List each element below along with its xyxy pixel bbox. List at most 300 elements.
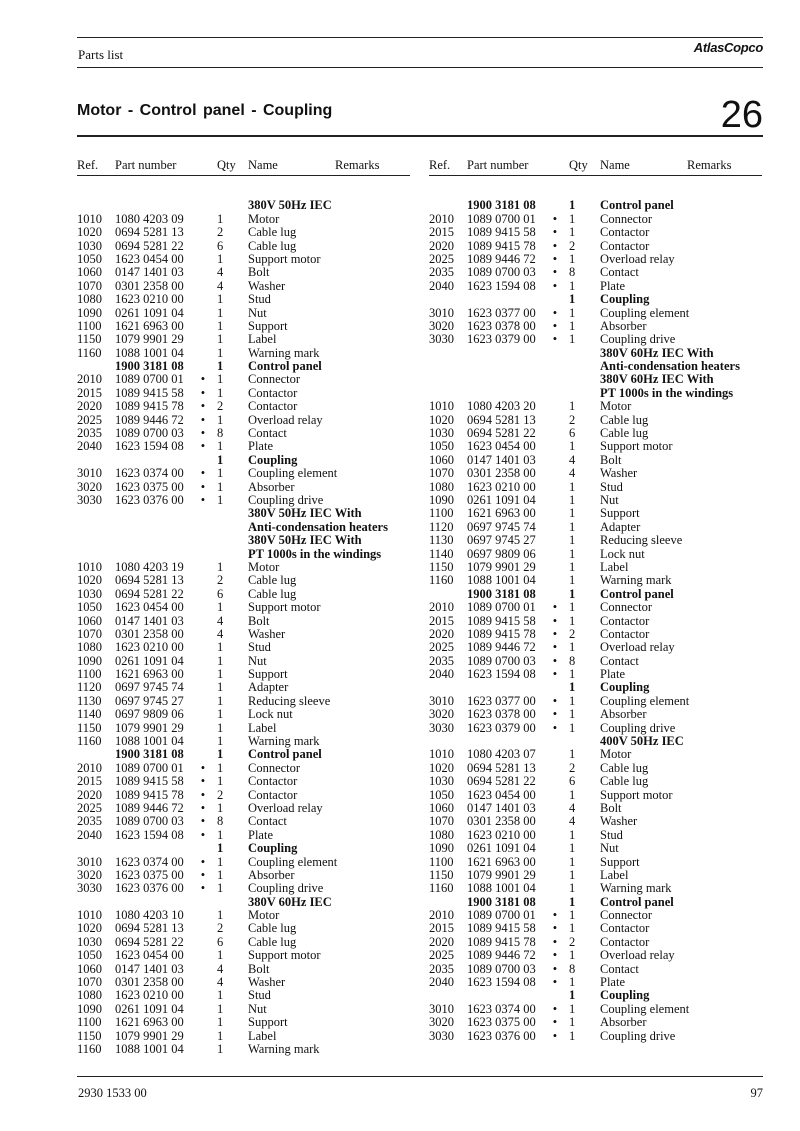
cell-qty: 2: [569, 760, 576, 775]
cell-part-number: 0694 5281 13: [115, 225, 184, 240]
cell-ref: 2010: [429, 211, 454, 226]
table-row: [77, 829, 412, 842]
cell-name: Contactor: [600, 613, 650, 628]
cell-qty: 1: [217, 827, 224, 842]
cell-qty: 1: [569, 278, 576, 293]
table-row: [429, 440, 764, 453]
document-number: 2930 1533 00: [78, 1086, 147, 1100]
cell-qty: 1: [217, 760, 224, 775]
page-number: 97: [750, 1086, 763, 1100]
cell-part-number: 0694 5281 13: [115, 573, 184, 588]
table-group-header-row: [429, 347, 764, 360]
cell-part-number: 1623 0374 00: [115, 854, 184, 869]
table-row: [429, 976, 764, 989]
cell-ref: 1070: [429, 466, 454, 481]
cell-part-number: 1089 9446 72: [467, 948, 536, 963]
cell-name: Control panel: [600, 586, 674, 601]
cell-qty: 1: [569, 519, 576, 534]
cell-qty: 6: [217, 934, 224, 949]
cell-part-number: 0697 9745 27: [115, 693, 184, 708]
cell-part-number: 1623 0376 00: [115, 492, 184, 507]
cell-name: Contact: [248, 426, 287, 441]
table-row: [429, 789, 764, 802]
cell-qty: 1: [569, 841, 576, 856]
cell-marker: •: [200, 479, 206, 494]
cell-part-number: 1621 6963 00: [115, 667, 184, 682]
cell-ref: 3020: [429, 318, 454, 333]
parts-table-left: [77, 157, 412, 1056]
cell-part-number: 1900 3181 08: [115, 359, 184, 374]
cell-name: Bolt: [248, 613, 270, 628]
cell-qty: 1: [569, 546, 576, 561]
cell-qty: 1: [217, 332, 224, 347]
cell-marker: •: [552, 600, 558, 615]
cell-name: Stud: [248, 640, 271, 655]
cell-name: Contactor: [248, 385, 298, 400]
cell-marker: •: [200, 881, 206, 896]
cell-ref: 1100: [429, 854, 454, 869]
cell-qty: 1: [569, 1028, 576, 1043]
cell-name: Nut: [248, 305, 267, 320]
table-row: [77, 253, 412, 266]
cell-part-number: 1623 0210 00: [115, 988, 184, 1003]
table-row: [77, 307, 412, 320]
cell-marker: •: [552, 332, 558, 347]
cell-ref: 2015: [429, 921, 454, 936]
parts-table-right: [429, 157, 764, 1043]
table-row: [429, 869, 764, 882]
table-row: [77, 762, 412, 775]
col-header-remarks: Remarks: [335, 158, 380, 172]
cell-ref: 1010: [77, 211, 102, 226]
cell-name: Control panel: [248, 747, 322, 762]
cell-name: Bolt: [248, 265, 270, 280]
table-row: [429, 949, 764, 962]
cell-part-number: 1080 4203 19: [115, 559, 184, 574]
cell-part-number: 1900 3181 08: [115, 747, 184, 762]
cell-part-number: 1080 4203 07: [467, 747, 536, 762]
table-row: [429, 494, 764, 507]
cell-name: Contactor: [600, 921, 650, 936]
cell-part-number: 1623 0375 00: [115, 867, 184, 882]
table-spacer: [429, 186, 764, 199]
cell-ref: 3030: [429, 1028, 454, 1043]
cell-part-number: 0697 9745 74: [467, 519, 536, 534]
cell-qty: 1: [569, 305, 576, 320]
title-rule: [77, 135, 763, 137]
cell-part-number: 1089 9446 72: [115, 800, 184, 815]
table-group-header-row: [429, 387, 764, 400]
cell-ref: 3010: [429, 305, 454, 320]
cell-part-number: 1623 0210 00: [115, 640, 184, 655]
cell-name: Plate: [600, 278, 625, 293]
table-row: [429, 615, 764, 628]
table-row: [429, 240, 764, 253]
cell-ref: 1030: [77, 238, 102, 253]
cell-part-number: 1079 9901 29: [115, 720, 184, 735]
table-row: [77, 615, 412, 628]
table-row: [77, 427, 412, 440]
cell-name: Coupling: [248, 452, 298, 467]
cell-qty: 1: [569, 640, 576, 655]
cell-qty: 1: [217, 439, 224, 454]
page-title: Motor - Control panel - Coupling: [77, 102, 333, 119]
cell-name: Coupling drive: [600, 332, 676, 347]
cell-part-number: 1623 0375 00: [467, 1015, 536, 1030]
cell-qty: 1: [569, 225, 576, 240]
cell-name: Overload relay: [248, 412, 323, 427]
cell-marker: •: [200, 760, 206, 775]
cell-part-number: 1623 1594 08: [115, 827, 184, 842]
cell-part-number: 1089 9415 78: [467, 238, 536, 253]
cell-part-number: 0261 1091 04: [115, 1001, 184, 1016]
cell-part-number: 0697 9745 74: [115, 680, 184, 695]
cell-name: Control panel: [600, 198, 674, 213]
cell-name: Bolt: [600, 452, 622, 467]
cell-part-number: 1089 0700 03: [467, 653, 536, 668]
cell-marker: •: [200, 439, 206, 454]
cell-qty: 1: [217, 640, 224, 655]
cell-part-number: 1623 0379 00: [467, 720, 536, 735]
cell-qty: 1: [569, 908, 576, 923]
cell-part-number: 1623 1594 08: [467, 278, 536, 293]
table-row: [77, 601, 412, 614]
cell-qty: 1: [569, 506, 576, 521]
cell-part-number: 1079 9901 29: [115, 1028, 184, 1043]
table-row: [77, 641, 412, 654]
table-row: [77, 481, 412, 494]
table-row: [429, 628, 764, 641]
table-row: [77, 226, 412, 239]
table-group-header-row: [429, 373, 764, 386]
cell-marker: •: [200, 787, 206, 802]
cell-qty: 4: [569, 814, 576, 829]
table-group-header-row: [429, 735, 764, 748]
table-row: [429, 561, 764, 574]
cell-ref: 1010: [77, 908, 102, 923]
cell-ref: 3020: [77, 867, 102, 882]
cell-part-number: 1089 9415 58: [115, 774, 184, 789]
cell-qty: 4: [217, 613, 224, 628]
table-row: [77, 869, 412, 882]
cell-name: Washer: [248, 975, 286, 990]
cell-part-number: 1080 4203 09: [115, 211, 184, 226]
cell-part-number: 1623 0454 00: [467, 439, 536, 454]
cell-name: Contactor: [600, 626, 650, 641]
cell-qty: 1: [217, 854, 224, 869]
col-header-ref: Ref.: [429, 158, 451, 172]
cell-part-number: 1623 0378 00: [467, 707, 536, 722]
cell-part-number: 1623 0376 00: [115, 881, 184, 896]
table-row: [77, 695, 412, 708]
table-row: [77, 414, 412, 427]
cell-name: 380V 60Hz IEC: [248, 894, 332, 909]
table-row: [429, 815, 764, 828]
cell-part-number: 1623 0376 00: [467, 1028, 536, 1043]
cell-qty: 1: [569, 399, 576, 414]
cell-qty: 1: [569, 787, 576, 802]
cell-qty: 1: [217, 345, 224, 360]
cell-part-number: 0694 5281 22: [467, 774, 536, 789]
cell-marker: •: [552, 265, 558, 280]
cell-ref: 1030: [429, 426, 454, 441]
cell-part-number: 1623 0375 00: [115, 479, 184, 494]
cell-name: Cable lug: [248, 921, 297, 936]
table-row: [77, 909, 412, 922]
cell-part-number: 1623 0454 00: [115, 251, 184, 266]
cell-name: Coupling element: [600, 305, 690, 320]
cell-marker: •: [552, 1015, 558, 1030]
table-group-header-row: [77, 454, 412, 467]
cell-marker: •: [200, 466, 206, 481]
cell-qty: 1: [217, 867, 224, 882]
cell-marker: •: [552, 961, 558, 976]
table-row: [429, 775, 764, 788]
table-row: [429, 748, 764, 761]
cell-name: Cable lug: [600, 774, 649, 789]
col-header-remarks: Remarks: [687, 158, 732, 172]
cell-ref: 1060: [77, 265, 102, 280]
cell-qty: 1: [217, 412, 224, 427]
cell-name: Overload relay: [600, 948, 675, 963]
cell-name: Contactor: [600, 238, 650, 253]
cell-qty: 1: [569, 667, 576, 682]
cell-qty: 1: [569, 720, 576, 735]
cell-qty: 1: [217, 908, 224, 923]
cell-part-number: 1079 9901 29: [467, 559, 536, 574]
table-row: [77, 373, 412, 386]
cell-part-number: 1089 9415 58: [467, 613, 536, 628]
cell-qty: 2: [217, 573, 224, 588]
cell-part-number: 0301 2358 00: [467, 466, 536, 481]
cell-marker: •: [200, 385, 206, 400]
cell-marker: •: [552, 1028, 558, 1043]
cell-qty: 1: [569, 854, 576, 869]
cell-qty: 1: [569, 479, 576, 494]
cell-qty: 1: [217, 653, 224, 668]
cell-part-number: 0694 5281 22: [115, 934, 184, 949]
cell-part-number: 1623 0454 00: [115, 948, 184, 963]
cell-ref: 1020: [429, 412, 454, 427]
cell-part-number: 0301 2358 00: [115, 975, 184, 990]
cell-name: Contact: [248, 814, 287, 829]
table-row: [429, 1003, 764, 1016]
cell-qty: 1: [217, 841, 224, 856]
table-row: [77, 494, 412, 507]
cell-ref: 1100: [77, 1015, 102, 1030]
cell-name: Stud: [248, 988, 271, 1003]
cell-ref: 1120: [429, 519, 454, 534]
cell-name: Support: [248, 667, 288, 682]
cell-name: Nut: [600, 841, 619, 856]
table-row: [429, 842, 764, 855]
cell-part-number: 1623 0374 00: [467, 1001, 536, 1016]
cell-ref: 3010: [77, 854, 102, 869]
cell-qty: 1: [569, 707, 576, 722]
table-spacer: [77, 186, 412, 199]
cell-qty: 4: [217, 265, 224, 280]
cell-ref: 2035: [429, 961, 454, 976]
table-row: [429, 722, 764, 735]
cell-marker: •: [200, 800, 206, 815]
cell-ref: 2040: [429, 975, 454, 990]
cell-name: Bolt: [600, 800, 622, 815]
cell-part-number: 1089 0700 03: [467, 961, 536, 976]
parts-table-body: [77, 186, 412, 1056]
cell-ref: 1150: [77, 720, 102, 735]
cell-name: Nut: [248, 1001, 267, 1016]
cell-name: Coupling: [600, 988, 650, 1003]
cell-qty: 6: [217, 238, 224, 253]
cell-qty: 1: [569, 1001, 576, 1016]
cell-marker: •: [552, 318, 558, 333]
cell-name: Coupling drive: [248, 492, 324, 507]
cell-name: Absorber: [600, 707, 647, 722]
cell-part-number: 0261 1091 04: [115, 653, 184, 668]
cell-part-number: 1089 9415 58: [467, 921, 536, 936]
cell-ref: 2010: [429, 908, 454, 923]
cell-ref: 2025: [429, 948, 454, 963]
cell-name: Coupling element: [248, 466, 338, 481]
table-row: [77, 588, 412, 601]
cell-part-number: 1900 3181 08: [467, 586, 536, 601]
cell-name: Connector: [248, 372, 301, 387]
cell-name: PT 1000s in the windings: [600, 385, 734, 400]
cell-ref: 3020: [429, 707, 454, 722]
cell-ref: 1080: [77, 988, 102, 1003]
cell-name: PT 1000s in the windings: [248, 546, 382, 561]
table-group-header-row: [77, 548, 412, 561]
cell-qty: 1: [217, 466, 224, 481]
cell-marker: •: [552, 238, 558, 253]
cell-part-number: 1079 9901 29: [115, 332, 184, 347]
cell-name: Coupling: [600, 292, 650, 307]
cell-part-number: 0261 1091 04: [467, 492, 536, 507]
cell-marker: •: [552, 225, 558, 240]
cell-name: Overload relay: [600, 251, 675, 266]
cell-name: Label: [600, 559, 629, 574]
cell-name: Plate: [600, 975, 625, 990]
cell-ref: 2020: [429, 238, 454, 253]
cell-ref: 2025: [77, 412, 102, 427]
table-row: [77, 293, 412, 306]
cell-name: Contactor: [248, 774, 298, 789]
cell-ref: 1030: [77, 934, 102, 949]
table-row: [77, 922, 412, 935]
table-group-header-row: [77, 748, 412, 761]
cell-name: Anti-condensation heaters: [248, 519, 388, 534]
cell-part-number: 0147 1401 03: [467, 452, 536, 467]
cell-ref: 1010: [77, 559, 102, 574]
cell-ref: 1030: [77, 586, 102, 601]
cell-ref: 1130: [77, 693, 102, 708]
table-row: [77, 1030, 412, 1043]
col-header-part-number: Part number: [467, 158, 529, 172]
cell-part-number: 1080 4203 10: [115, 908, 184, 923]
cell-qty: 1: [569, 318, 576, 333]
cell-ref: 2035: [429, 265, 454, 280]
cell-qty: 2: [217, 399, 224, 414]
cell-part-number: 0147 1401 03: [115, 265, 184, 280]
cell-ref: 1070: [77, 626, 102, 641]
cell-ref: 2025: [429, 640, 454, 655]
cell-ref: 1100: [429, 506, 454, 521]
cell-part-number: 1089 9415 58: [467, 225, 536, 240]
cell-qty: 4: [217, 626, 224, 641]
cell-qty: 1: [217, 292, 224, 307]
cell-ref: 3010: [429, 693, 454, 708]
table-group-header-row: [429, 360, 764, 373]
cell-ref: 1100: [77, 667, 102, 682]
cell-ref: 1050: [429, 787, 454, 802]
cell-name: Stud: [248, 292, 271, 307]
cell-name: Contactor: [248, 399, 298, 414]
cell-name: Contact: [600, 265, 639, 280]
cell-name: Reducing sleeve: [248, 693, 331, 708]
cell-part-number: 1089 9415 78: [115, 399, 184, 414]
cell-name: Contactor: [600, 934, 650, 949]
table-row: [429, 695, 764, 708]
table-row: [429, 481, 764, 494]
cell-name: Stud: [600, 479, 623, 494]
table-row: [429, 253, 764, 266]
cell-name: 380V 60Hz IEC With: [600, 345, 714, 360]
cell-qty: 1: [569, 292, 576, 307]
brand-logo: AtlasCopco: [693, 40, 763, 55]
cell-name: Warning mark: [248, 345, 320, 360]
cell-marker: •: [552, 626, 558, 641]
cell-marker: •: [552, 707, 558, 722]
cell-marker: •: [200, 399, 206, 414]
cell-ref: 1090: [77, 305, 102, 320]
cell-qty: 1: [217, 774, 224, 789]
table-row: [429, 507, 764, 520]
table-header: [77, 157, 412, 173]
table-row: [429, 414, 764, 427]
cell-ref: 3030: [429, 332, 454, 347]
cell-qty: 1: [217, 1028, 224, 1043]
table-row: [77, 628, 412, 641]
cell-qty: 4: [217, 961, 224, 976]
cell-ref: 2015: [77, 385, 102, 400]
cell-part-number: 1900 3181 08: [467, 894, 536, 909]
table-row: [429, 521, 764, 534]
cell-name: Warning mark: [600, 573, 672, 588]
table-group-header-row: [77, 896, 412, 909]
cell-qty: 1: [217, 1042, 224, 1056]
cell-ref: 1020: [77, 573, 102, 588]
cell-marker: •: [552, 278, 558, 293]
cell-ref: 1090: [429, 841, 454, 856]
cell-part-number: 1621 6963 00: [467, 506, 536, 521]
cell-marker: •: [552, 693, 558, 708]
table-row: [429, 307, 764, 320]
cell-marker: •: [200, 372, 206, 387]
cell-ref: 1160: [77, 734, 102, 749]
cell-ref: 1150: [429, 867, 454, 882]
table-row: [77, 668, 412, 681]
table-row: [429, 882, 764, 895]
cell-part-number: 1621 6963 00: [467, 854, 536, 869]
cell-ref: 1050: [77, 600, 102, 615]
cell-part-number: 1623 0454 00: [115, 600, 184, 615]
cell-ref: 2025: [429, 251, 454, 266]
cell-ref: 3010: [77, 466, 102, 481]
cell-name: Plate: [600, 667, 625, 682]
cell-name: Control panel: [248, 359, 322, 374]
cell-part-number: 0261 1091 04: [115, 305, 184, 320]
cell-part-number: 1088 1001 04: [115, 734, 184, 749]
